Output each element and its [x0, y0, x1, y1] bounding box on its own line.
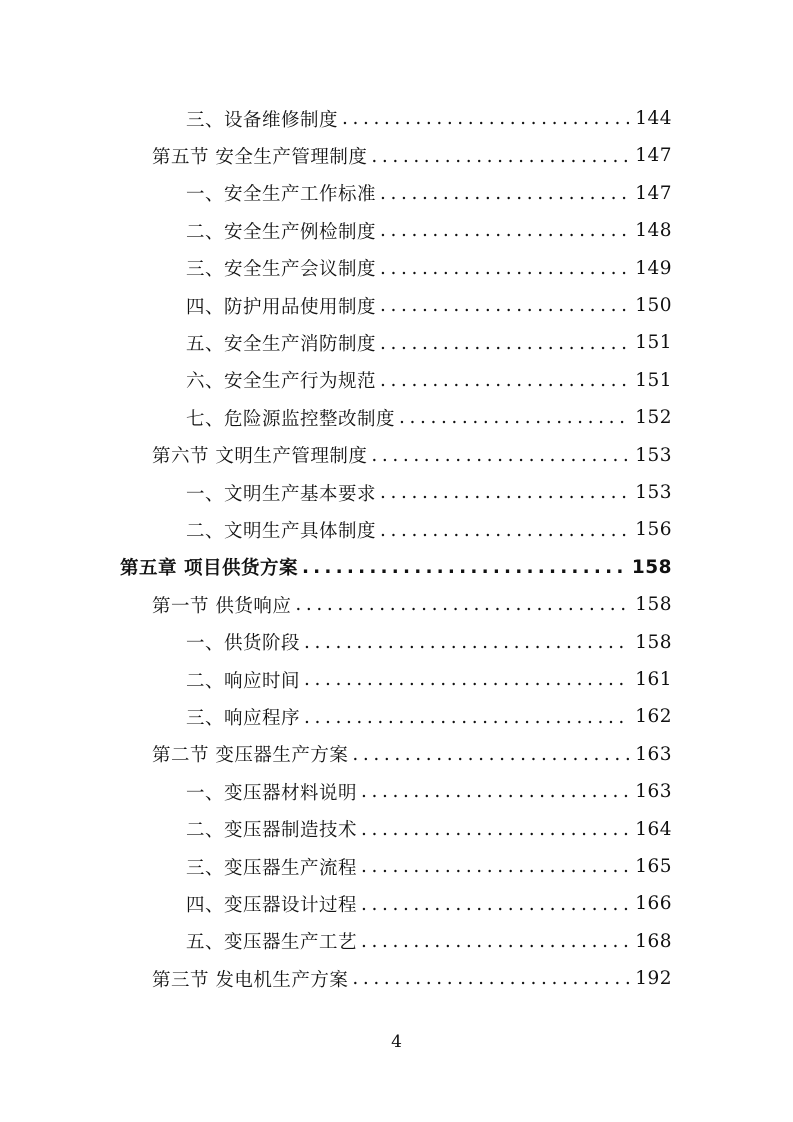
- toc-entry-label: 第五章 项目供货方案: [120, 558, 298, 580]
- toc-entry-item: [186, 250, 672, 287]
- toc-leader-dots: [380, 183, 629, 204]
- toc-entry-label: 五、变压器生产工艺: [186, 932, 358, 954]
- toc-leader-dots: [399, 407, 629, 428]
- toc-entry-page: 158: [635, 631, 672, 653]
- toc-entry-page: 166: [635, 893, 672, 915]
- toc-entry-section: [152, 586, 672, 623]
- toc-leader-dots: [304, 707, 629, 728]
- toc-entry-label: 第一节 供货响应: [152, 595, 292, 617]
- toc-entry-item: [186, 324, 672, 361]
- toc-entry-item: [186, 885, 672, 922]
- toc-leader-dots: [380, 258, 629, 279]
- toc-entry-page: 164: [635, 818, 672, 840]
- toc-entry-item: [186, 399, 672, 436]
- toc-entry-page: 151: [635, 332, 672, 354]
- toc-entry-label: 一、变压器材料说明: [186, 782, 358, 804]
- toc-entry-label: 二、安全生产例检制度: [186, 221, 377, 243]
- toc-entry-item: [186, 511, 672, 548]
- toc-leader-dots: [361, 819, 629, 840]
- toc-entry-page: 144: [635, 108, 672, 129]
- toc-entry-page: 163: [635, 781, 672, 803]
- toc-entry-chapter: [120, 549, 672, 586]
- toc-entry-item: [186, 287, 672, 324]
- toc-entry-page: 158: [631, 556, 672, 578]
- toc-entry-item: [186, 698, 672, 735]
- toc-entry-label: 第三节 发电机生产方案: [152, 969, 349, 991]
- toc-entry-page: 162: [635, 706, 672, 728]
- toc-entry-page: 152: [635, 407, 672, 429]
- toc-leader-dots: [342, 108, 629, 129]
- toc-entry-item: [186, 100, 672, 137]
- toc-entry-page: 161: [635, 669, 672, 690]
- toc-entry-page: 151: [635, 369, 672, 391]
- toc-entry-label: 四、防护用品使用制度: [186, 296, 377, 318]
- toc-leader-dots: [361, 781, 629, 802]
- toc-entry-item: [186, 773, 672, 810]
- toc-leader-dots: [380, 220, 629, 241]
- toc-entry-item: [186, 474, 672, 511]
- toc-entry-section: [152, 736, 672, 773]
- toc-entry-item: [186, 175, 672, 212]
- toc-entry-page: 153: [635, 482, 672, 503]
- toc-entry-label: 一、文明生产基本要求: [186, 483, 377, 505]
- toc-entry-label: 六、安全生产行为规范: [186, 371, 377, 393]
- toc-entry-item: [186, 923, 672, 960]
- toc-entry-label: 二、响应时间: [186, 670, 301, 692]
- toc-entry-page: 147: [635, 145, 672, 167]
- toc-leader-dots: [380, 520, 629, 541]
- toc-entry-label: 第五节 安全生产管理制度: [152, 146, 368, 168]
- toc-entry-label: 第二节 变压器生产方案: [152, 745, 349, 767]
- toc-entry-page: 150: [635, 295, 672, 316]
- toc-entry-label: 一、供货阶段: [186, 633, 301, 655]
- toc-leader-dots: [371, 146, 629, 167]
- toc-leader-dots: [361, 931, 629, 952]
- toc-entry-item: [186, 848, 672, 885]
- toc-entry-label: 二、变压器制造技术: [186, 820, 358, 842]
- toc-entry-page: 147: [635, 182, 672, 204]
- toc-entry-page: 163: [635, 743, 672, 765]
- toc-entry-page: 153: [635, 444, 672, 466]
- toc-entry-label: 五、安全生产消防制度: [186, 333, 377, 355]
- toc-leader-dots: [352, 744, 629, 765]
- toc-leader-dots: [302, 557, 626, 578]
- toc-entry-page: 158: [635, 594, 672, 616]
- toc-entry-page: 192: [635, 968, 672, 990]
- toc-entry-label: 二、文明生产具体制度: [186, 520, 377, 542]
- toc-entry-label: 三、变压器生产流程: [186, 857, 358, 879]
- toc-entry-label: 一、安全生产工作标准: [186, 184, 377, 206]
- toc-entry-item: [186, 624, 672, 661]
- toc-entry-page: 168: [635, 930, 672, 952]
- toc-leader-dots: [380, 482, 629, 503]
- toc-entry-section: [152, 960, 672, 997]
- toc-entry-section: [152, 137, 672, 174]
- toc-entry-page: 165: [635, 856, 672, 877]
- toc-entry-page: 156: [635, 519, 672, 541]
- toc-leader-dots: [352, 968, 629, 989]
- toc-leader-dots: [304, 669, 629, 690]
- toc-entry-section: [152, 437, 672, 474]
- toc-entry-label: 三、设备维修制度: [186, 109, 339, 131]
- toc-entry-item: [186, 811, 672, 848]
- toc-entry-page: 149: [635, 257, 672, 279]
- toc-leader-dots: [371, 445, 629, 466]
- toc-leader-dots: [361, 856, 629, 877]
- toc-entry-page: 148: [635, 220, 672, 242]
- toc-entry-label: 七、危险源监控整改制度: [186, 408, 396, 430]
- toc-leader-dots: [361, 894, 629, 915]
- toc-entry-item: [186, 362, 672, 399]
- toc-entry-item: [186, 661, 672, 698]
- toc-entry-item: [186, 212, 672, 249]
- toc-leader-dots: [380, 295, 629, 316]
- toc-leader-dots: [380, 333, 629, 354]
- page-number: 4: [391, 1032, 402, 1052]
- toc-entry-label: 第六节 文明生产管理制度: [152, 446, 368, 468]
- toc-entry-label: 四、变压器设计过程: [186, 894, 358, 916]
- toc-entry-label: 三、响应程序: [186, 707, 301, 729]
- toc-leader-dots: [380, 370, 629, 391]
- toc-leader-dots: [304, 632, 629, 653]
- toc-leader-dots: [295, 594, 629, 615]
- toc-entry-label: 三、安全生产会议制度: [186, 259, 377, 281]
